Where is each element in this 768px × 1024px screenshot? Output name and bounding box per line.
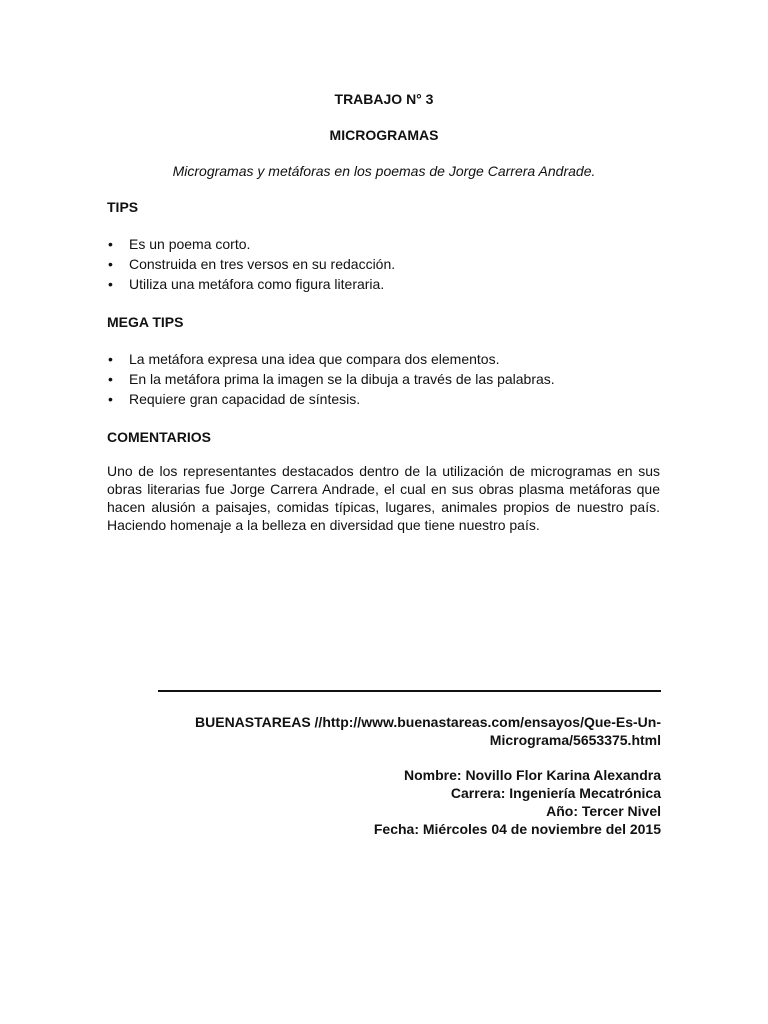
bullet-icon: •: [108, 371, 113, 387]
source-line-2: Micrograma/5653375.html: [489, 732, 661, 748]
author-year: Año: Tercer Nivel: [546, 803, 661, 819]
bullet-icon: •: [108, 351, 113, 367]
comentarios-paragraph: Uno de los representantes destacados dentro de la utilización de microgramas en sus obras literarias fue Jorge Carrera Andrade, el cual en sus obras plasma metáforas que hacen alusión a paisajes, comidas típicas, lugares, animales propios de nuestro país. Haciendo homenaje a la belleza en diversidad que tiene nuestro país.: [107, 463, 660, 533]
list-item-text: En la metáfora prima la imagen se la dibuja a través de las palabras.: [129, 371, 555, 387]
list-item-text: La metáfora expresa una idea que compara dos elementos.: [129, 351, 500, 367]
tips-list: [107, 234, 667, 294]
list-item: [107, 349, 667, 369]
list-item-text: Requiere gran capacidad de síntesis.: [129, 391, 361, 407]
list-item-text: Utiliza una metáfora como figura literaria.: [129, 276, 385, 292]
horizontal-divider: [158, 690, 661, 692]
document-date: Fecha: Miércoles 04 de noviembre del 2015: [373, 821, 661, 837]
list-item: [107, 254, 667, 274]
source-line-1: BUENASTAREAS //http://www.buenastareas.com/ensayos/Que-Es-Un-: [195, 714, 661, 730]
tips-heading: TIPS: [107, 199, 139, 215]
bullet-icon: •: [108, 256, 113, 272]
comentarios-heading: COMENTARIOS: [107, 429, 211, 445]
author-name: Nombre: Novillo Flor Karina Alexandra: [404, 767, 661, 783]
document-tagline: Microgramas y metáforas en los poemas de Jorge Carrera Andrade.: [172, 163, 596, 179]
source-reference: [150, 713, 661, 749]
list-item-text: Construida en tres versos en su redacción.: [129, 256, 396, 272]
list-item: [107, 369, 667, 389]
mega-tips-list: [107, 349, 667, 409]
author-info: [150, 766, 661, 838]
document-subtitle: MICROGRAMAS: [329, 127, 439, 143]
list-item: [107, 274, 667, 294]
list-item-text: Es un poema corto.: [129, 236, 251, 252]
document-title: TRABAJO N° 3: [334, 91, 434, 107]
list-item: [107, 234, 667, 254]
list-item: [107, 389, 667, 409]
bullet-icon: •: [108, 276, 113, 292]
bullet-icon: •: [108, 236, 113, 252]
mega-tips-heading: MEGA TIPS: [107, 314, 184, 330]
bullet-icon: •: [108, 391, 113, 407]
author-career: Carrera: Ingeniería Mecatrónica: [450, 785, 661, 801]
